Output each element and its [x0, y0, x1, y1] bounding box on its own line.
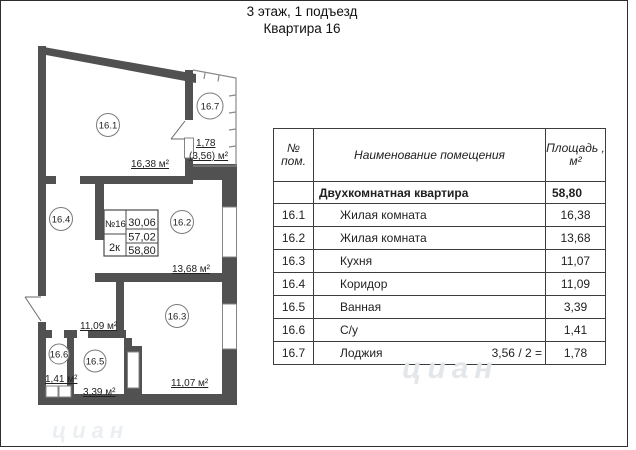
row-area: 11,09 [546, 273, 606, 296]
stamp-total-area: 58,80 [128, 245, 156, 257]
row-num: 16.1 [274, 204, 314, 227]
area-label-wc: 1,41 м² [45, 374, 78, 385]
table-header-row [274, 129, 606, 182]
glazing-tick [229, 129, 236, 130]
row-area: 11,07 [546, 250, 606, 273]
shaft-inner [128, 352, 140, 388]
header-area [546, 129, 606, 182]
area-table [273, 128, 606, 365]
table-row [274, 250, 606, 273]
table-row [274, 227, 606, 250]
glazing-tick [218, 76, 219, 82]
room-label-16-3 [166, 305, 189, 328]
header-area-line2: м² [569, 154, 582, 168]
area-label-loggia-full: (3,56) м² [189, 151, 229, 162]
room-number: 16.7 [200, 101, 220, 113]
area-label-room2: 13,68 м² [172, 264, 211, 275]
row-name: Жилая комната [314, 227, 546, 250]
row-num: 16.7 [274, 342, 314, 365]
wall-loggia-left-upper [185, 70, 193, 120]
room-label-16-4 [50, 208, 73, 231]
row-area: 1,78 [546, 342, 606, 365]
header-area-line1: Площадь , [546, 141, 605, 155]
entry-door-leaf [25, 297, 41, 321]
row-name: Лоджия [340, 346, 383, 360]
glazing-tick [229, 95, 236, 96]
table-row [274, 204, 606, 227]
row-area: 1,41 [546, 319, 606, 342]
wall-right-1 [222, 164, 237, 207]
room-number: 16.2 [172, 217, 192, 229]
row-name: Кухня [314, 250, 546, 273]
room-label-16-1 [97, 114, 120, 137]
room-label-16-2 [171, 211, 194, 234]
row-num: 16.5 [274, 296, 314, 319]
room-label-16-5 [84, 350, 106, 372]
room-number: 16.6 [49, 349, 69, 361]
window-kitchen [223, 304, 237, 349]
area-label-bath: 3,39 м² [83, 387, 116, 398]
wall-corridor-room2 [95, 184, 104, 240]
watermark: циан [52, 418, 130, 443]
header-room-number-line1: № [287, 141, 300, 155]
room-number: 16.1 [98, 120, 118, 132]
stamp-living-area: 30,06 [128, 217, 156, 229]
glazing-tick [204, 73, 205, 79]
vent-box-2 [59, 386, 71, 397]
summary-area: 58,80 [546, 182, 606, 204]
row-name: С/у [314, 319, 546, 342]
title-apartment: Квартира 16 [263, 21, 341, 36]
floor-plan [0, 0, 270, 450]
wall-top-slanted [38, 46, 196, 83]
area-label-corridor: 11,09 м² [80, 321, 118, 332]
wall-bath-top-2 [64, 330, 77, 338]
balcony-door-leaf [171, 121, 185, 139]
vent-box-1 [46, 386, 58, 397]
summary-name: Двухкомнатная квартира [314, 182, 546, 204]
window-room2 [223, 207, 237, 257]
stamp-apartment-number: №16 [105, 219, 126, 230]
header-room-name: Наименование помещения [314, 129, 546, 182]
row-area-note: 3,56 / 2 = [491, 346, 542, 360]
row-num: 16.4 [274, 273, 314, 296]
wall-right-3 [222, 349, 237, 399]
row-name: Ванная [314, 296, 546, 319]
apartment-stamp [104, 210, 158, 257]
table-row [274, 273, 606, 296]
glazing-tick [229, 146, 236, 147]
area-label-loggia: 1,78 [196, 138, 216, 149]
header-room-number [274, 129, 314, 182]
room-label-16-6 [49, 344, 69, 364]
row-num: 16.3 [274, 250, 314, 273]
row-area: 16,38 [546, 204, 606, 227]
row-name: Жилая комната [314, 204, 546, 227]
row-name: Коридор [314, 273, 546, 296]
stamp-rooms-count: 2к [109, 242, 120, 254]
wall-left-upper [38, 46, 46, 296]
watermark: циан [402, 352, 499, 385]
summary-row [274, 182, 606, 204]
table-row [274, 296, 606, 319]
summary-num-cell [274, 182, 314, 204]
row-num: 16.6 [274, 319, 314, 342]
room-number: 16.3 [167, 311, 187, 323]
row-num: 16.2 [274, 227, 314, 250]
wall-mid [80, 176, 193, 184]
room-number: 16.5 [85, 356, 105, 368]
area-label-room1: 16,38 м² [131, 159, 170, 170]
table-row [274, 319, 606, 342]
area-label-kitchen: 11,07 м² [171, 378, 209, 389]
stamp-floor-area: 57,02 [128, 231, 156, 244]
title-floor: 3 этаж, 1 подъезд [246, 4, 358, 19]
glazing-tick [229, 112, 236, 113]
room-number: 16.4 [51, 214, 71, 226]
row-area: 3,39 [546, 296, 606, 319]
wall-mid-stub [44, 176, 56, 184]
row-area: 13,68 [546, 227, 606, 250]
header-room-number-line2: пом. [281, 154, 306, 168]
wall-bath-top-1 [44, 330, 52, 338]
room-label-16-7 [197, 93, 223, 119]
